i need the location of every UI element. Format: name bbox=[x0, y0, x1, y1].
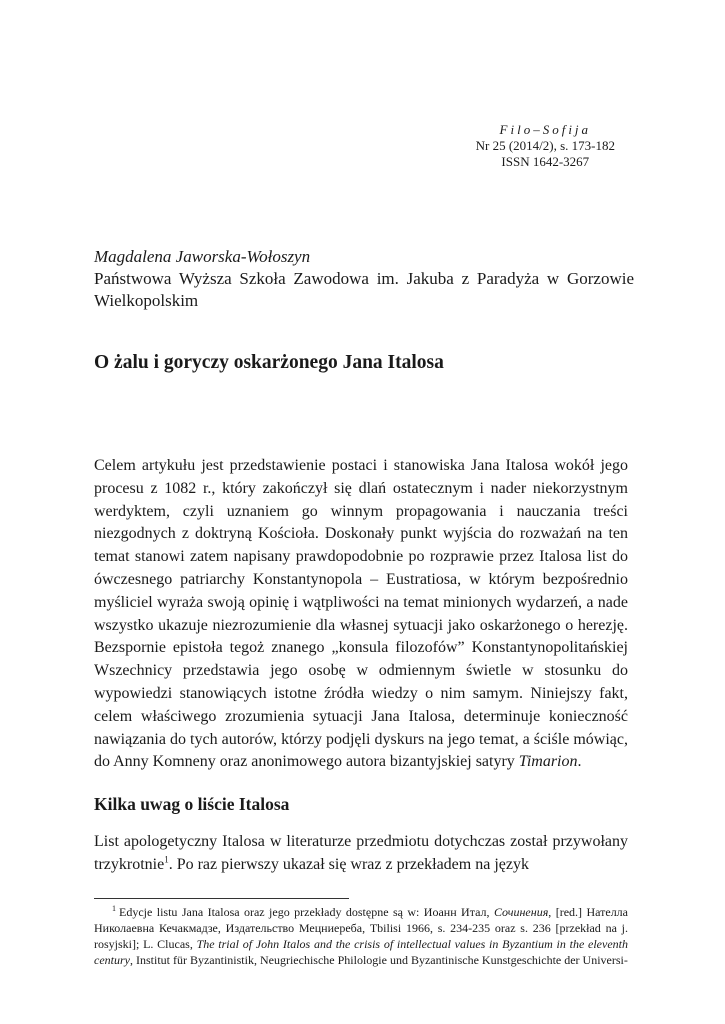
abstract-italic: Timarion bbox=[518, 753, 578, 771]
footnote-italic1: Сочинения bbox=[493, 905, 549, 919]
author-block bbox=[94, 246, 634, 312]
article-title: O żalu i goryczy oskarżonego Jana Italosa bbox=[94, 352, 444, 373]
footnote bbox=[94, 904, 628, 968]
footnote-part3: , Institut für Byzantinistik, Neugriechische Philologie und Byzantinische Kunstgeschichte der Universi- bbox=[129, 953, 628, 967]
section-heading: Kilka uwag o liście Italosa bbox=[94, 794, 290, 814]
body-text-start: List apologetyczny Italosa w literaturze przedmiotu dotychczas został przywołany trzykrotnie bbox=[94, 833, 628, 873]
journal-name: Filo–Sofija bbox=[499, 122, 592, 137]
body-paragraph bbox=[94, 830, 628, 876]
journal-header bbox=[476, 122, 615, 170]
journal-issn: ISSN 1642-3267 bbox=[501, 154, 590, 169]
footnote-italic2: The trial of John Italos and the crisis of intellectual values in Byzantium in the eleventh century bbox=[94, 937, 628, 967]
footnote-ref[interactable]: 1 bbox=[164, 854, 169, 865]
footnote-part1: Edycje listu Jana Italosa oraz jego przekłady dostępne są w: Иоанн Итал, bbox=[119, 905, 494, 919]
abstract-end: . bbox=[577, 753, 582, 771]
abstract bbox=[94, 455, 628, 774]
body-text-end: . Po raz pierwszy ukazał się wraz z przekładem na język bbox=[168, 856, 529, 873]
author-name: Magdalena Jaworska-Wołoszyn bbox=[94, 247, 311, 266]
footnote-part2: , [red.] Нателла Николаевна Кечакмадзе, Издательство Мецниереба, Tbilisi 1966, s. 234-235 oraz s. 236 [przekład na j. rosyjski]; L. Clucas, bbox=[94, 905, 628, 951]
footnote-divider bbox=[94, 898, 349, 899]
journal-issue: Nr 25 (2014/2), s. 173-182 bbox=[475, 138, 615, 153]
abstract-text: Celem artykułu jest przedstawienie postaci i stanowiska Jana Italosa wokół jego procesu z 1082 r., który zakończył się dlań ostatecznym i nader niekorzystnym werdyktem, czyli uznaniem go winnym propagowania i nauczania treści niezgodnych z doktryną Kościoła. Doskonały punkt wyjścia do rozważań na ten temat stanowi zatem napisany prawdopodobnie po rozprawie przez Italosa list do ówczesnego patriarchy Konstantynopola – Eustratiosa, w którym bezpośrednio myśliciel wyraża swoją opinię i wątpliwości na temat minionych wydarzeń, a nade wszystko ukazuje niezrozumienie dla własnej sytuacji jako oskarżonego o herezję. Bezspornie epistoła tegoż znanego „konsula filozofów” Konstantynopolitańskiej Wszechnicy przedstawia jego osobę w odmiennym świetle w stosunku do wypowiedzi stanowiących istotne źródła wiedzy o nim samym. Niniejszy fakt, celem właściwego zrozumienia sytuacji Jana Italosa, determinuje konieczność nawiązania do tych autorów, którzy podjęli dyskurs na jego temat, a ściśle mówiąc, do Anny Komneny oraz anonimowego autora bizantyjskiej satyry bbox=[94, 457, 628, 771]
author-affiliation: Państwowa Wyższa Szkoła Zawodowa im. Jakuba z Paradyża w Gorzowie Wielkopolskim bbox=[94, 269, 634, 310]
footnote-number: 1 bbox=[112, 904, 116, 913]
